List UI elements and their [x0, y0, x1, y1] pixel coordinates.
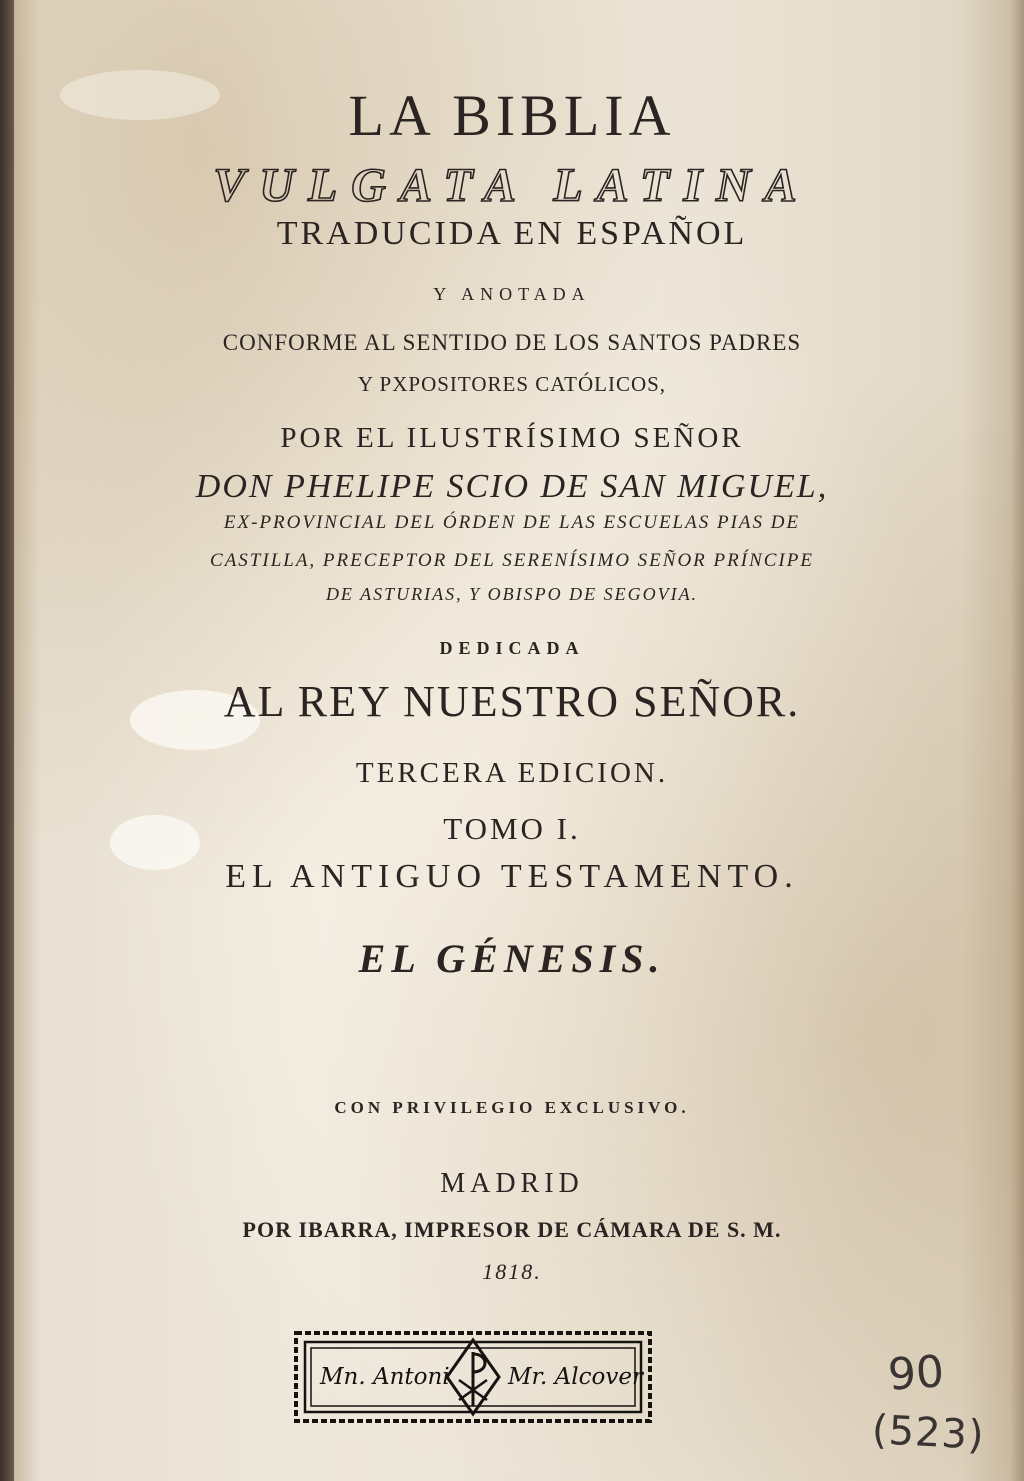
- translated-line: TRADUCIDA EN ESPAÑOL: [276, 215, 748, 252]
- volume-line: TOMO I.: [443, 811, 581, 846]
- expositores-line: Y PXPOSITORES CATÓLICOS,: [357, 372, 667, 396]
- testament-line: EL ANTIGUO TESTAMENTO.: [225, 858, 799, 895]
- book-name: EL GÉNESIS.: [358, 936, 666, 981]
- dedicatee: AL REY NUESTRO SEÑOR.: [223, 677, 801, 726]
- stamp-owner-first: Mn. Antoni: [320, 1364, 450, 1390]
- dedication-label: DEDICADA: [439, 638, 585, 658]
- imprint-printer: POR IBARRA, IMPRESOR DE CÁMARA DE S. M.: [242, 1217, 782, 1242]
- privilege-line: CON PRIVILEGIO EXCLUSIVO.: [334, 1098, 690, 1117]
- author-title-line-2: CASTILLA, PRECEPTOR DEL SERENÍSIMO SEÑOR PRÍNCIPE: [210, 550, 814, 571]
- book-subtitle: VULGATA LATINA: [213, 159, 811, 212]
- handwritten-catalog-number: (523): [870, 1407, 986, 1459]
- imprint-city: MADRID: [440, 1168, 584, 1199]
- author-title-line-1: EX-PROVINCIAL DEL ÓRDEN DE LAS ESCUELAS PIAS DE: [223, 512, 801, 533]
- chi-rho-emblem-icon: [447, 1340, 499, 1414]
- author-title-line-3: DE ASTURIAS, Y OBISPO DE SEGOVIA.: [325, 584, 699, 604]
- book-title: LA BIBLIA: [348, 83, 676, 148]
- stamp-owner-last: Mr. Alcover: [508, 1364, 643, 1390]
- conforme-line: CONFORME AL SENTIDO DE LOS SANTOS PADRES: [222, 330, 802, 355]
- handwritten-number: 90: [886, 1346, 946, 1401]
- annotated-line: Y ANOTADA: [433, 284, 591, 304]
- edition-line: TERCERA EDICION.: [355, 757, 669, 789]
- author-name: DON PHELIPE SCIO DE SAN MIGUEL,: [195, 468, 829, 505]
- imprint-year: 1818.: [482, 1259, 542, 1284]
- por-line: POR EL ILUSTRÍSIMO SEÑOR: [280, 422, 744, 454]
